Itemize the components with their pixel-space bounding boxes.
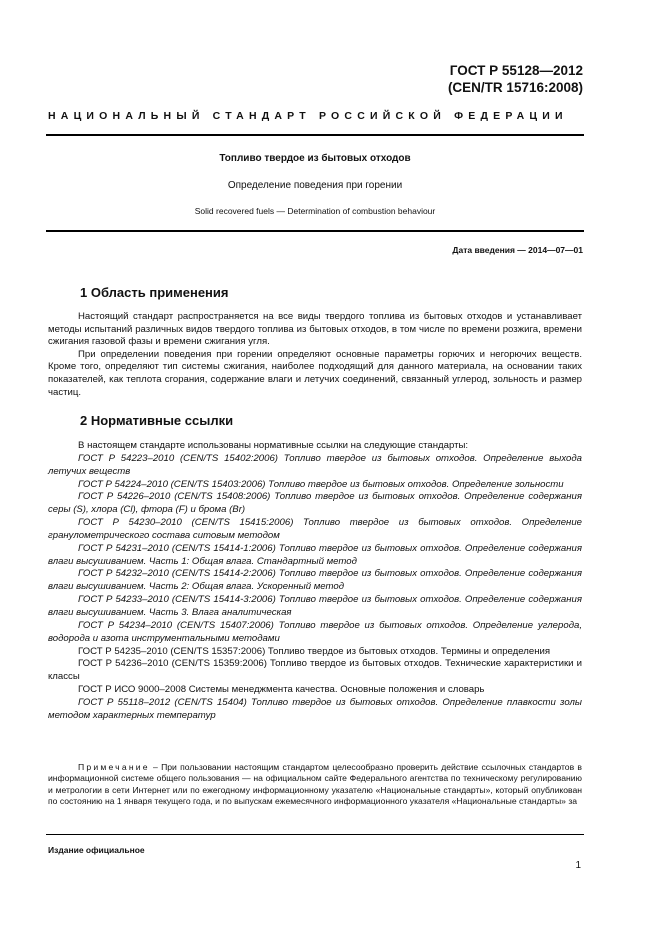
introduction-date: Дата введения — 2014—07—01 xyxy=(452,245,583,255)
normative-references xyxy=(48,440,582,723)
reference-item: ГОСТ Р 54236–2010 (CEN/TS 15359:2006) Топливо твердое из бытовых отходов. Технические характеристики и классы xyxy=(48,658,582,683)
reference-item: ГОСТ Р 54234–2010 (CEN/TS 15407:2006) Топливо твердое из бытовых отходов. Определение углерода, водорода и азота инструментальными методами xyxy=(48,619,582,644)
paragraph: При определении поведения при горении определяют основные параметры горючих и негорючих веществ. Кроме того, определяют тип системы сжигания, наиболее подходящий для данного материала, на основании таких показателей, как теплота сгорания, содержание влаги и летучих соединений, связанный углерод, зольность и размер частиц. xyxy=(48,348,582,398)
paragraph: Настоящий стандарт распространяется на все виды твердого топлива из бытовых отходов и устанавливает методы испытаний различных видов твердого топлива из бытовых отходов, в том числе по времени розжига, времени сжигания газовой фазы и времени сжигания угля. xyxy=(48,311,582,348)
reference-item: ГОСТ Р 54235–2010 (CEN/TS 15357:2006) Топливо твердое из бытовых отходов. Термины и определения xyxy=(78,645,551,657)
reference-item: ГОСТ Р 54231–2010 (CEN/TS 15414-1:2006) Топливо твердое из бытовых отходов. Определение содержания влаги высушиванием. Часть 1: Общая влага. Стандартный метод xyxy=(48,542,582,567)
note-text: – При пользовании настоящим стандартом целесообразно проверить действие ссылочных стандартов в информационной системе общего пользования — на официальном сайте Федерального агентства по техническому регулированию и метрологии в сети Интернет или по ежегодному информационному указателю «Национальные стандарты», который опубликован по состоянию на 1 января текущего года, и по выпускам ежемесячного информационного указателя «Национальные стандарты» за xyxy=(48,762,582,807)
national-standard-line: НАЦИОНАЛЬНЫЙ СТАНДАРТ РОССИЙСКОЙ ФЕДЕРАЦИИ xyxy=(48,110,568,122)
reference-item: ГОСТ Р 54232–2010 (CEN/TS 15414-2:2006) Топливо твердое из бытовых отходов. Определение содержания влаги высушиванием. Часть 2: Общая влага. Ускоренный метод xyxy=(48,568,582,593)
title-divider xyxy=(46,230,584,232)
section-2-heading: 2 Нормативные ссылки xyxy=(80,413,234,428)
references-intro: В настоящем стандарте использованы нормативные ссылки на следующие стандарты: xyxy=(78,440,469,451)
top-divider xyxy=(46,134,584,136)
document-subtitle: Определение поведения при горении xyxy=(227,180,403,191)
document-title: Топливо твердое из бытовых отходов xyxy=(219,153,411,164)
note-block xyxy=(48,762,582,808)
section-1-body xyxy=(48,311,582,399)
standard-code: ГОСТ Р 55128—2012 xyxy=(449,63,583,78)
english-title: Solid recovered fuels — Determination of combustion behaviour xyxy=(194,206,436,216)
reference-item: ГОСТ Р 55118–2012 (CEN/TS 15404) Топливо твердое из бытовых отходов. Определение плавкости золы методом характерных температур xyxy=(48,696,582,721)
footer-divider xyxy=(46,834,584,835)
reference-item: ГОСТ Р 54233–2010 (CEN/TS 15414-3:2006) Топливо твердое из бытовых отходов. Определение содержания влаги высушиванием. Часть 3. Влага аналитическая xyxy=(48,594,582,618)
note-label: Примечание xyxy=(78,762,150,772)
standard-designation xyxy=(448,62,583,96)
reference-item: ГОСТ Р 54224–2010 (CEN/TS 15403:2006) Топливо твердое из бытовых отходов. Определение зольности xyxy=(78,478,564,490)
reference-item: ГОСТ Р ИСО 9000–2008 Системы менеджмента качества. Основные положения и словарь xyxy=(78,684,485,696)
en-standard-code: (CEN/TR 15716:2008) xyxy=(447,80,583,95)
section-1-heading: 1 Область применения xyxy=(80,285,229,300)
official-edition-label: Издание официальное xyxy=(48,845,145,855)
page-number: 1 xyxy=(575,860,581,871)
reference-item: ГОСТ Р 54226–2010 (CEN/TS 15408:2006) Топливо твердое из бытовых отходов. Определение содержания серы (S), хлора (Cl), фтора (F) и брома (Br) xyxy=(48,491,582,516)
reference-item: ГОСТ Р 54223–2010 (CEN/TS 15402:2006) Топливо твердое из бытовых отходов. Определение выхода летучих веществ xyxy=(48,452,582,477)
reference-item: ГОСТ Р 54230–2010 (CEN/TS 15415:2006) Топливо твердое из бытовых отходов. Определение гранулометрического состава ситовым методом xyxy=(48,517,582,541)
